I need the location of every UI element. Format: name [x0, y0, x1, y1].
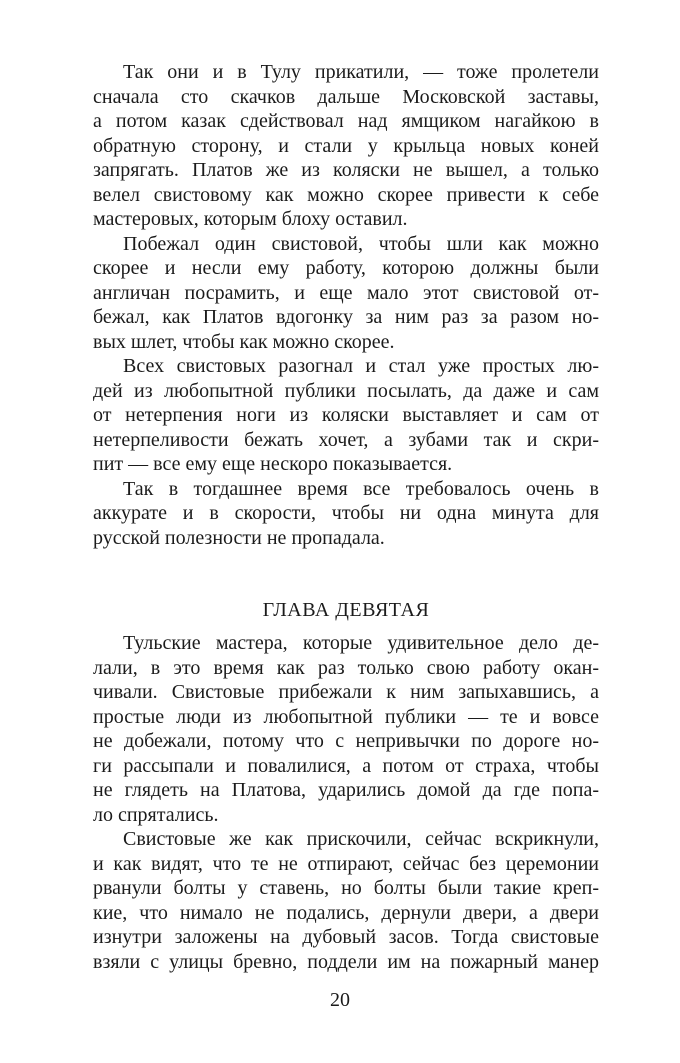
paragraph	[93, 631, 599, 827]
text-line: скорее и несли ему работу, которою должны были	[93, 257, 599, 279]
text-line: не глядеть на Платова, ударились домой да где попа-	[93, 779, 599, 801]
text-line: аккурате и в скорости, чтобы ни одна минута для	[93, 502, 599, 524]
text-line: велел свистовому как можно скорее привести к себе	[93, 183, 599, 206]
text-line: рванули болты у ставень, но болты были такие креп-	[93, 877, 599, 899]
text-line: а потом казак сдействовал над ямщиком нагайкою в	[93, 110, 599, 132]
paragraph	[93, 60, 599, 232]
text-line: Так они и в Тулу прикатили, — тоже пролетели	[123, 61, 599, 83]
text-line: пит — все ему еще нескоро показывается.	[93, 453, 453, 475]
text-section-top	[93, 60, 599, 550]
text-line: изнутри заложены на дубовый засов. Тогда свистовые	[93, 926, 599, 948]
text-line: не добежали, потому что с непривычки по дороге но-	[93, 730, 599, 752]
text-line: от нетерпения ноги из коляски выставляет и сам от	[93, 404, 599, 426]
paragraph	[93, 354, 599, 477]
text-line: мастеровых, которым блоху оставил.	[93, 208, 408, 230]
paragraph	[93, 477, 599, 551]
text-line: Так в тогдашнее время все требовалось очень в	[123, 477, 599, 500]
text-line: русской полезности не пропадала.	[93, 526, 385, 549]
text-line: кие, что нимало не подались, дернули двери, а двери	[93, 901, 599, 924]
text-line: вых шлет, чтобы как можно скорее.	[93, 330, 395, 353]
text-line: англичан посрамить, и еще мало этот свистовой от-	[93, 281, 599, 304]
text-line: ги рассыпали и повалилися, а потом от страха, чтобы	[93, 754, 599, 777]
text-line: чивали. Свистовые прибежали к ним запыхавшись, а	[93, 681, 599, 703]
text-line: бежал, как Платов вдогонку за ним раз за разом но-	[93, 306, 599, 328]
chapter-title: ГЛАВА ДЕВЯТАЯ	[262, 599, 430, 621]
text-line: сначала сто скачков дальше Московской заставы,	[93, 85, 599, 108]
text-line: Тульские мастера, которые удивительное дело де-	[123, 632, 599, 654]
text-line: простые люди из любопытной публики — те и вовсе	[93, 705, 599, 728]
text-line: обратную сторону, и стали у крыльца новых коней	[93, 134, 599, 157]
text-line: Всех свистовых разогнал и стал уже простых лю-	[123, 355, 599, 377]
text-line: лали, в это время как раз только свою работу окан-	[93, 656, 599, 679]
text-section-bottom	[93, 631, 599, 974]
text-line: дей из любопытной публики посылать, да даже и сам	[93, 379, 599, 402]
text-line: и как видят, что те не отпирают, сейчас без церемонии	[93, 852, 599, 875]
text-line: Свистовые же как прискочили, сейчас вскрикнули,	[123, 828, 599, 850]
paragraph	[93, 232, 599, 355]
text-line: ло спрятались.	[93, 803, 219, 826]
text-line: Побежал один свистовой, чтобы шли как можно	[123, 232, 599, 255]
paragraph	[93, 827, 599, 974]
text-line: запрягать. Платов же из коляски не вышел, а только	[93, 159, 599, 181]
text-line: взяли с улицы бревно, поддели им на пожарный манер	[93, 950, 599, 973]
page-number: 20	[330, 989, 350, 1011]
text-line: нетерпеливости бежать хочет, а зубами так и скри-	[93, 428, 599, 451]
